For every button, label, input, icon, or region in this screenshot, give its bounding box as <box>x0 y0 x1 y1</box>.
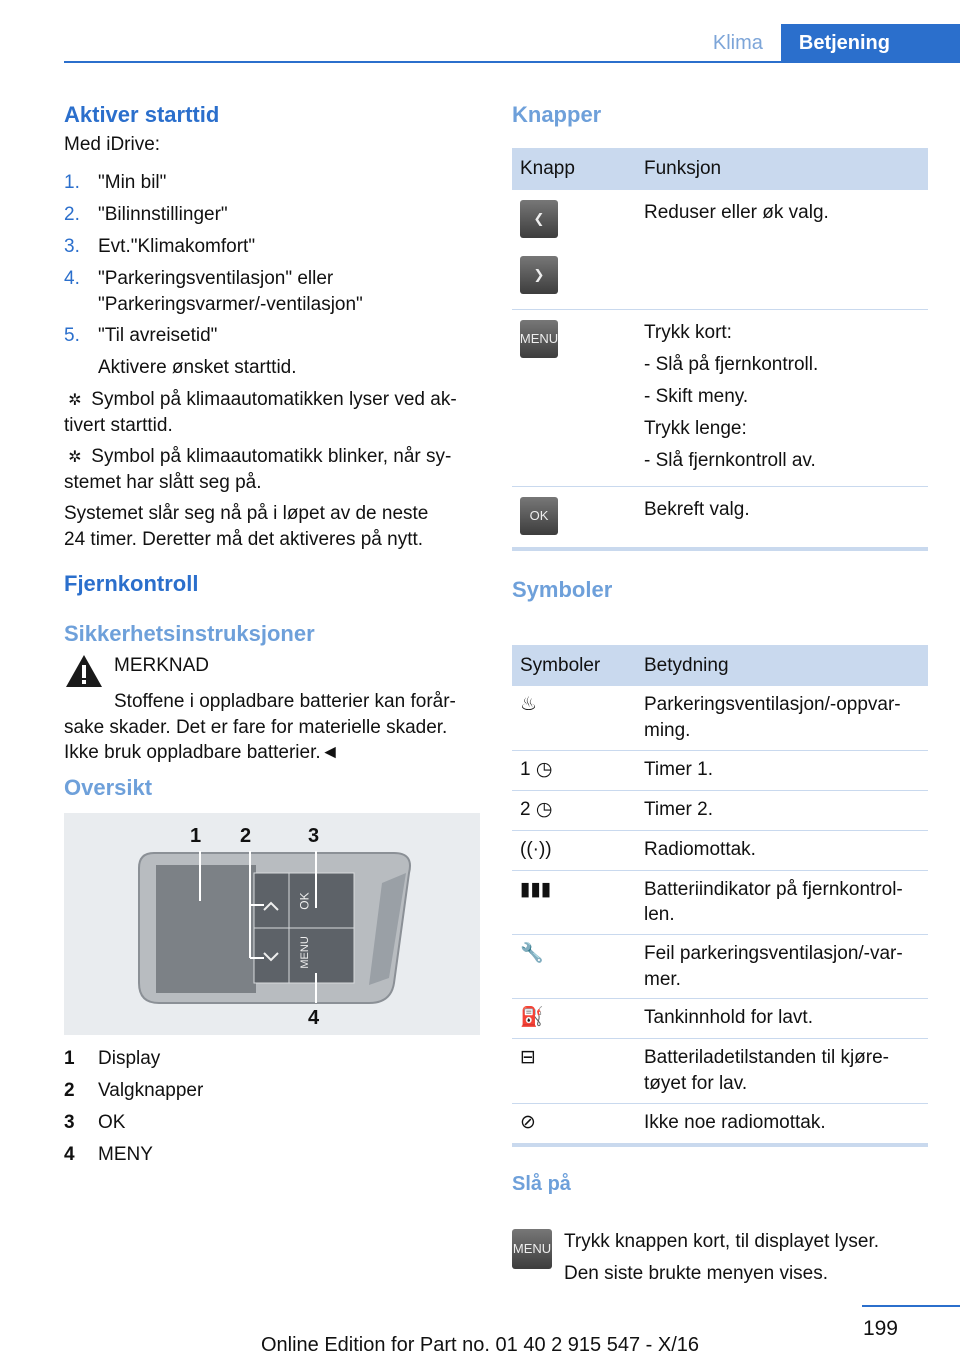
warning-text: Stoffene i oppladbare batterier kan forår‐sake skader. Det er fare for materielle skader. Ikke bruk oppladbare batterier.◄ <box>64 691 456 764</box>
table-cell: Tankinnhold for lavt. <box>636 999 928 1039</box>
step-text: "Parkeringsventilasjon" eller "Parkeringsvarmer/-ventilasjon" <box>98 268 363 315</box>
intro-text: Med iDrive: <box>64 134 161 155</box>
step-number: 4. <box>64 268 80 289</box>
wrench-icon: 🔧 <box>512 935 636 999</box>
callout-2: 2 <box>240 825 252 847</box>
heading-fjernkontroll: Fjernkontroll <box>64 571 199 596</box>
table-row <box>512 310 928 487</box>
warning-title: MERKNAD <box>114 655 210 676</box>
table-row <box>512 1039 928 1103</box>
key-ok-icon: OK <box>520 497 558 535</box>
list-item <box>64 1107 480 1139</box>
legend-key: 3 <box>64 1112 75 1134</box>
column-header: Funksjon <box>636 148 928 190</box>
list-item <box>64 234 480 266</box>
symbol-note-2 <box>64 444 480 501</box>
legend-key: 4 <box>64 1144 75 1166</box>
table-cell: Parkeringsventilasjon/-oppvar‐ming. <box>636 686 928 750</box>
legend-key: 2 <box>64 1080 75 1102</box>
heading-oversikt: Oversikt <box>64 775 153 800</box>
switch-on-text <box>564 1229 879 1293</box>
table-cell: Feil parkeringsventilasjon/-var‐mer. <box>636 935 928 999</box>
page-number: 199 <box>862 1317 898 1340</box>
heading-knapper: Knapper <box>512 102 602 127</box>
remote-control-illustration <box>64 813 480 1035</box>
footer-rule <box>862 1305 960 1307</box>
table-row <box>512 686 928 750</box>
step-number: 1. <box>64 172 80 193</box>
legend-value: Valgknapper <box>98 1080 204 1102</box>
step-number: 5. <box>64 325 80 346</box>
header-tab-klima[interactable]: Klima <box>712 32 763 54</box>
list-item <box>64 202 480 234</box>
steps-list <box>64 170 480 355</box>
heading-slaa-paa: Slå på <box>512 1173 571 1196</box>
remote-menu-button: MENU <box>298 936 311 969</box>
step-number: 3. <box>64 236 80 257</box>
heading-aktiver-starttid: Aktiver starttid <box>64 102 220 127</box>
switch-on-line-1: Trykk knappen kort, til displayet lyser. <box>564 1231 880 1253</box>
header-rule <box>64 61 960 63</box>
legend-key: 1 <box>64 1048 75 1070</box>
legend-value: Display <box>98 1048 161 1070</box>
callout-3: 3 <box>308 825 320 847</box>
heading-sikkerhetsinstruksjoner: Sikkerhetsinstruksjoner <box>64 621 315 646</box>
table-row <box>512 935 928 999</box>
table-cell: Timer 2. <box>636 790 928 830</box>
step5-note: Aktivere ønsket starttid. <box>98 357 297 378</box>
table-row <box>512 790 928 830</box>
switch-on-block <box>512 1229 928 1293</box>
list-item <box>64 266 480 323</box>
radio-reception-icon: ((·)) <box>512 830 636 870</box>
legend-value: OK <box>98 1112 126 1134</box>
step-text: "Min bil" <box>98 172 167 193</box>
step-text: "Bilinnstillinger" <box>98 204 228 225</box>
table-row <box>512 830 928 870</box>
table-row <box>512 999 928 1039</box>
timer-2-icon: 2 ◷ <box>512 790 636 830</box>
page-header <box>695 24 960 62</box>
table-cell: Timer 1. <box>636 750 928 790</box>
table-cell: Reduser eller øk valg. <box>636 190 928 310</box>
key-right-arrow-icon: ❯ <box>520 256 558 294</box>
table-row <box>512 870 928 934</box>
fuel-icon: ⛽ <box>512 999 636 1039</box>
warning-triangle-icon <box>64 653 104 689</box>
column-header: Knapp <box>512 148 636 190</box>
switch-on-line-2: Den siste brukte menyen vises. <box>564 1263 829 1285</box>
heading-symboler: Symboler <box>512 576 613 602</box>
system-paragraph: Systemet slår seg nå på i løpet av de neste 24 timer. Deretter må det aktiveres på nytt. <box>64 503 429 550</box>
table-cell: Radiomottak. <box>636 830 928 870</box>
header-tab-betjening[interactable]: Betjening <box>781 24 960 62</box>
list-item <box>64 323 480 355</box>
warning-block <box>64 653 480 689</box>
cell-line: - Slå fjernkontroll av. <box>644 450 816 472</box>
buttons-table <box>512 148 928 547</box>
table-cell: Batteriladetilstanden til kjøre‐tøyet for lav. <box>636 1039 928 1103</box>
parking-heating-icon: ♨ <box>512 686 636 750</box>
step-number: 2. <box>64 204 80 225</box>
footer-edition: Online Edition for Part no. 01 40 2 915 547 - X/16 <box>260 1334 700 1356</box>
fan-symbol-icon: ✲ <box>68 449 82 466</box>
column-header: Symboler <box>512 645 636 687</box>
list-item <box>64 1075 480 1107</box>
table-cell <box>636 310 928 487</box>
cell-line: - Slå på fjernkontroll. <box>644 354 819 376</box>
symbol-note-1 <box>64 387 480 444</box>
table-cell: Ikke noe radiomottak. <box>644 1111 826 1133</box>
legend-value: MENY <box>98 1144 153 1166</box>
no-radio-reception-icon: ⊘ <box>520 1111 536 1133</box>
callout-4: 4 <box>308 1007 320 1029</box>
table-row <box>512 487 928 547</box>
key-menu-icon: MENU <box>512 1229 552 1269</box>
left-column <box>64 100 480 1171</box>
cell-line: Trykk kort: <box>644 322 732 344</box>
table-cell: Bekreft valg. <box>644 499 750 521</box>
symbols-table <box>512 645 928 1143</box>
list-item <box>64 170 480 202</box>
symbol-note-1-text: Symbol på klimaautomatikken lyser ved ak‐tivert starttid. <box>64 389 457 436</box>
right-column <box>512 100 928 1293</box>
table-header-row <box>512 148 928 190</box>
cell-line: Trykk lenge: <box>644 418 747 440</box>
table-header-row <box>512 645 928 687</box>
list-item <box>64 1139 480 1171</box>
step-text: "Til avreisetid" <box>98 325 218 346</box>
list-item <box>64 1043 480 1075</box>
figure-legend <box>64 1043 480 1171</box>
symbol-note-2-text: Symbol på klimaautomatikk blinker, når sy‐stemet har slått seg på. <box>64 446 452 493</box>
key-menu-icon: MENU <box>520 320 558 358</box>
column-header: Betydning <box>636 645 928 687</box>
table-row <box>512 1103 928 1143</box>
table-row <box>512 750 928 790</box>
step-text: Evt."Klimakomfort" <box>98 236 256 257</box>
fan-symbol-icon: ✲ <box>68 392 82 409</box>
remote-control-figure <box>64 813 480 1035</box>
cell-line: - Skift meny. <box>644 386 749 408</box>
timer-1-icon: 1 ◷ <box>512 750 636 790</box>
remote-ok-button: OK <box>297 892 312 910</box>
table-cell: Batteriindikator på fjernkontrol‐len. <box>636 870 928 934</box>
callout-1: 1 <box>190 825 202 847</box>
key-left-arrow-icon: ❮ <box>520 200 558 238</box>
battery-indicator-icon: ▮▮▮ <box>512 870 636 934</box>
table-row <box>512 190 928 310</box>
vehicle-battery-icon: ⊟ <box>512 1039 636 1103</box>
